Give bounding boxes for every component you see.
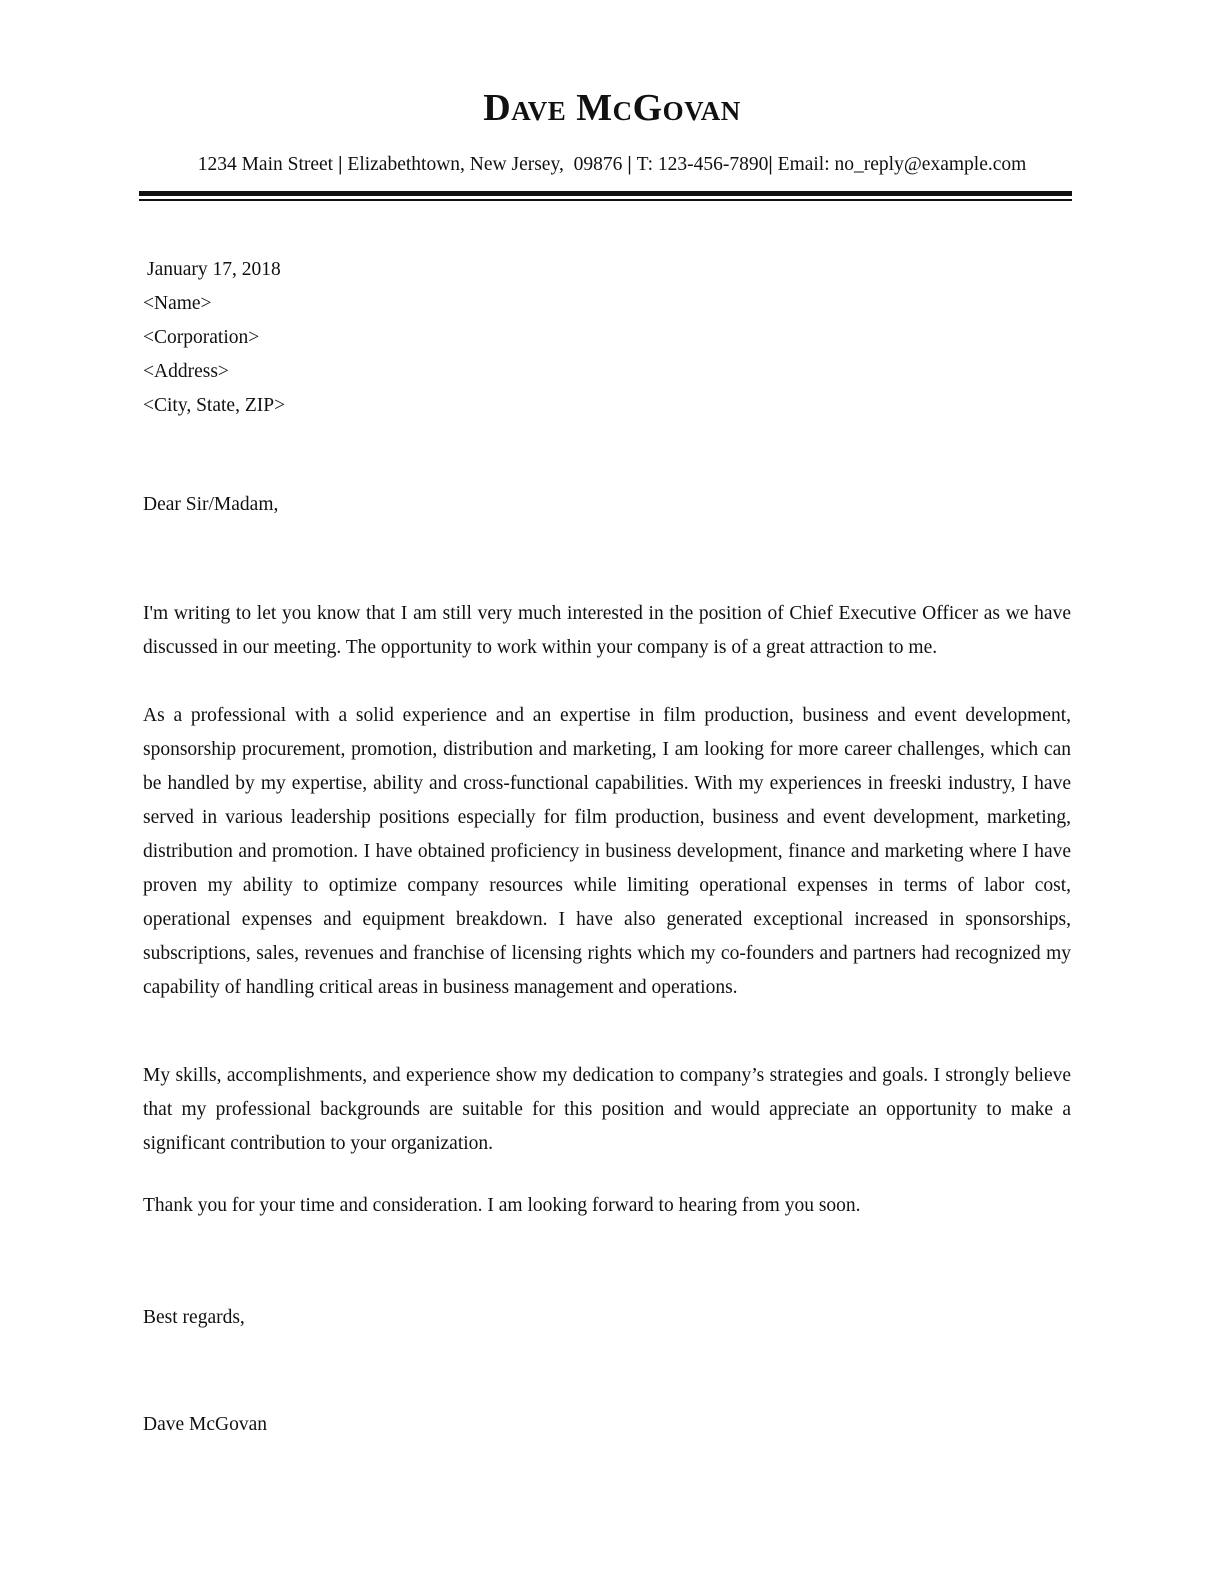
signature-name: Dave McGovan: [143, 1414, 267, 1435]
separator: |: [768, 154, 773, 175]
greeting: Dear Sir/Madam,: [143, 494, 279, 515]
recipient-city-state-zip: <City, State, ZIP>: [143, 395, 286, 416]
contact-street: 1234 Main Street: [197, 154, 334, 175]
recipient-block: [143, 253, 1071, 423]
body-paragraph: Thank you for your time and consideration. I am looking forward to hearing from you soon.: [143, 1195, 861, 1216]
closing: Best regards,: [143, 1307, 245, 1328]
contact-city: Elizabethtown, New Jersey, 09876: [347, 154, 623, 175]
separator: |: [627, 154, 632, 175]
header-rule-thin: [139, 199, 1072, 201]
recipient-corporation: <Corporation>: [143, 327, 260, 348]
body-paragraph: My skills, accomplishments, and experience show my dedication to company’s strategies and goals. I strongly believe that my professional backgrounds are suitable for this position and would appreciate an opportunity to make a significant contribution to your organization.: [143, 1065, 1071, 1154]
contact-line: [0, 154, 1224, 176]
letter-date: January 17, 2018: [147, 259, 281, 280]
recipient-name: <Name>: [143, 293, 212, 314]
contact-email: Email: no_reply@example.com: [777, 154, 1027, 175]
header-rule-thick: [139, 191, 1072, 196]
separator: |: [338, 154, 343, 175]
body-paragraph: I'm writing to let you know that I am still very much interested in the position of Chief Executive Officer as we have discussed in our meeting. The opportunity to work within your company is of a great attraction to me.: [143, 603, 1071, 658]
contact-phone: T: 123-456-7890: [636, 154, 769, 175]
body-paragraph: As a professional with a solid experience and an expertise in film production, business and event development, sponsorship procurement, promotion, distribution and marketing, I am looking for more career challenges, which can be handled by my expertise, ability and cross-functional capabilities. With my experiences in freeski industry, I have served in various leadership positions especially for film production, business and event development, marketing, distribution and promotion. I have obtained proficiency in business development, finance and marketing where I have proven my ability to optimize company resources while limiting operational expenses in terms of labor cost, operational expenses and equipment breakdown. I have also generated exceptional increased in sponsorships, subscriptions, sales, revenues and franchise of licensing rights which my co-founders and partners had recognized my capability of handling critical areas in business management and operations.: [143, 705, 1071, 998]
sender-name: Dave McGovan: [483, 87, 741, 129]
recipient-address: <Address>: [143, 361, 229, 382]
